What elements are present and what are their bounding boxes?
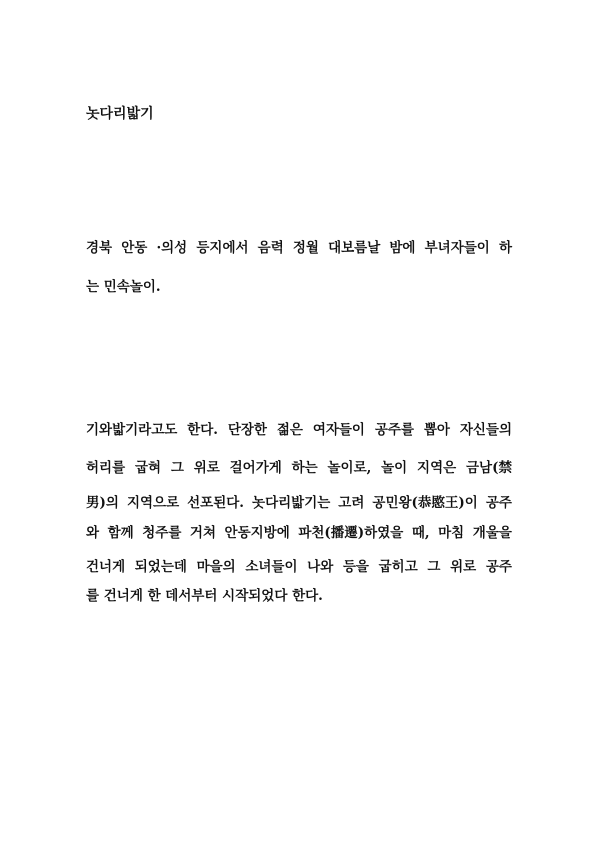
paragraph-line: 는 민속놀이.: [86, 279, 161, 295]
word: 소녀들이: [245, 559, 298, 575]
word: 젊은: [276, 422, 303, 438]
word: 놀이: [381, 460, 408, 476]
word: 마침: [438, 525, 465, 541]
word: 놋다리밟기는: [252, 495, 331, 511]
word: ·의성: [156, 240, 188, 256]
paragraph-line: [86, 236, 512, 256]
word: 기와밟기라고도: [86, 422, 178, 438]
word: 뽑아: [423, 422, 450, 438]
word: 공주를: [374, 422, 414, 438]
word: 지역으로: [126, 495, 180, 511]
word: 개울을: [472, 525, 512, 541]
word: 자신들의: [459, 422, 512, 438]
word: 놀이로,: [327, 460, 372, 476]
word: 대보름날: [328, 240, 381, 256]
word: 男)의: [86, 495, 119, 511]
word: 부녀자들이: [424, 240, 490, 256]
word: 되었는데: [134, 559, 187, 575]
word: 나와: [307, 559, 334, 575]
word: 그: [170, 460, 184, 476]
word: 공민왕(恭愍王)이: [372, 495, 478, 511]
word: 위로: [450, 559, 477, 575]
word: 선포된다.: [187, 495, 245, 511]
word: 와: [86, 525, 100, 541]
word: 금남(禁: [465, 460, 512, 476]
word: 거쳐: [189, 525, 216, 541]
word: 파천(播遷)하였을: [298, 525, 404, 541]
paragraph-line: [86, 418, 512, 438]
word: 공주: [485, 495, 512, 511]
word: 여자들이: [312, 422, 365, 438]
paragraph-line: [86, 555, 512, 575]
word: 고려: [338, 495, 365, 511]
document-title: 놋다리밟기: [86, 106, 154, 122]
word: 위로: [193, 460, 220, 476]
word: 마을의: [196, 559, 236, 575]
word: 밤에: [389, 240, 416, 256]
word: 지역은: [417, 460, 457, 476]
word: 그: [427, 559, 441, 575]
word: 허리를: [86, 460, 126, 476]
word: 단장한: [227, 422, 267, 438]
word: 경북: [86, 240, 113, 256]
word: 정월: [292, 240, 319, 256]
paragraph-line: [86, 456, 512, 476]
word: 굽히고: [378, 559, 418, 575]
word: 공주: [485, 559, 512, 575]
paragraph-line: 를 건너게 한 데서부터 시작되었다 한다.: [86, 588, 323, 604]
word: 때,: [411, 525, 430, 541]
word: 등을: [342, 559, 369, 575]
word: 함께: [107, 525, 134, 541]
word: 안동: [121, 240, 148, 256]
word: 건너게: [86, 559, 126, 575]
word: 하는: [291, 460, 318, 476]
word: 등지에서: [196, 240, 249, 256]
word: 굽혀: [134, 460, 162, 476]
paragraph-line: [86, 521, 512, 541]
word: 음력: [257, 240, 284, 256]
word: 걸어가게: [229, 460, 282, 476]
word: 한다.: [187, 422, 218, 438]
word: 안동지방에: [224, 525, 290, 541]
word: 하: [498, 240, 512, 256]
word: 청주를: [142, 525, 182, 541]
paragraph-line: [86, 491, 512, 511]
